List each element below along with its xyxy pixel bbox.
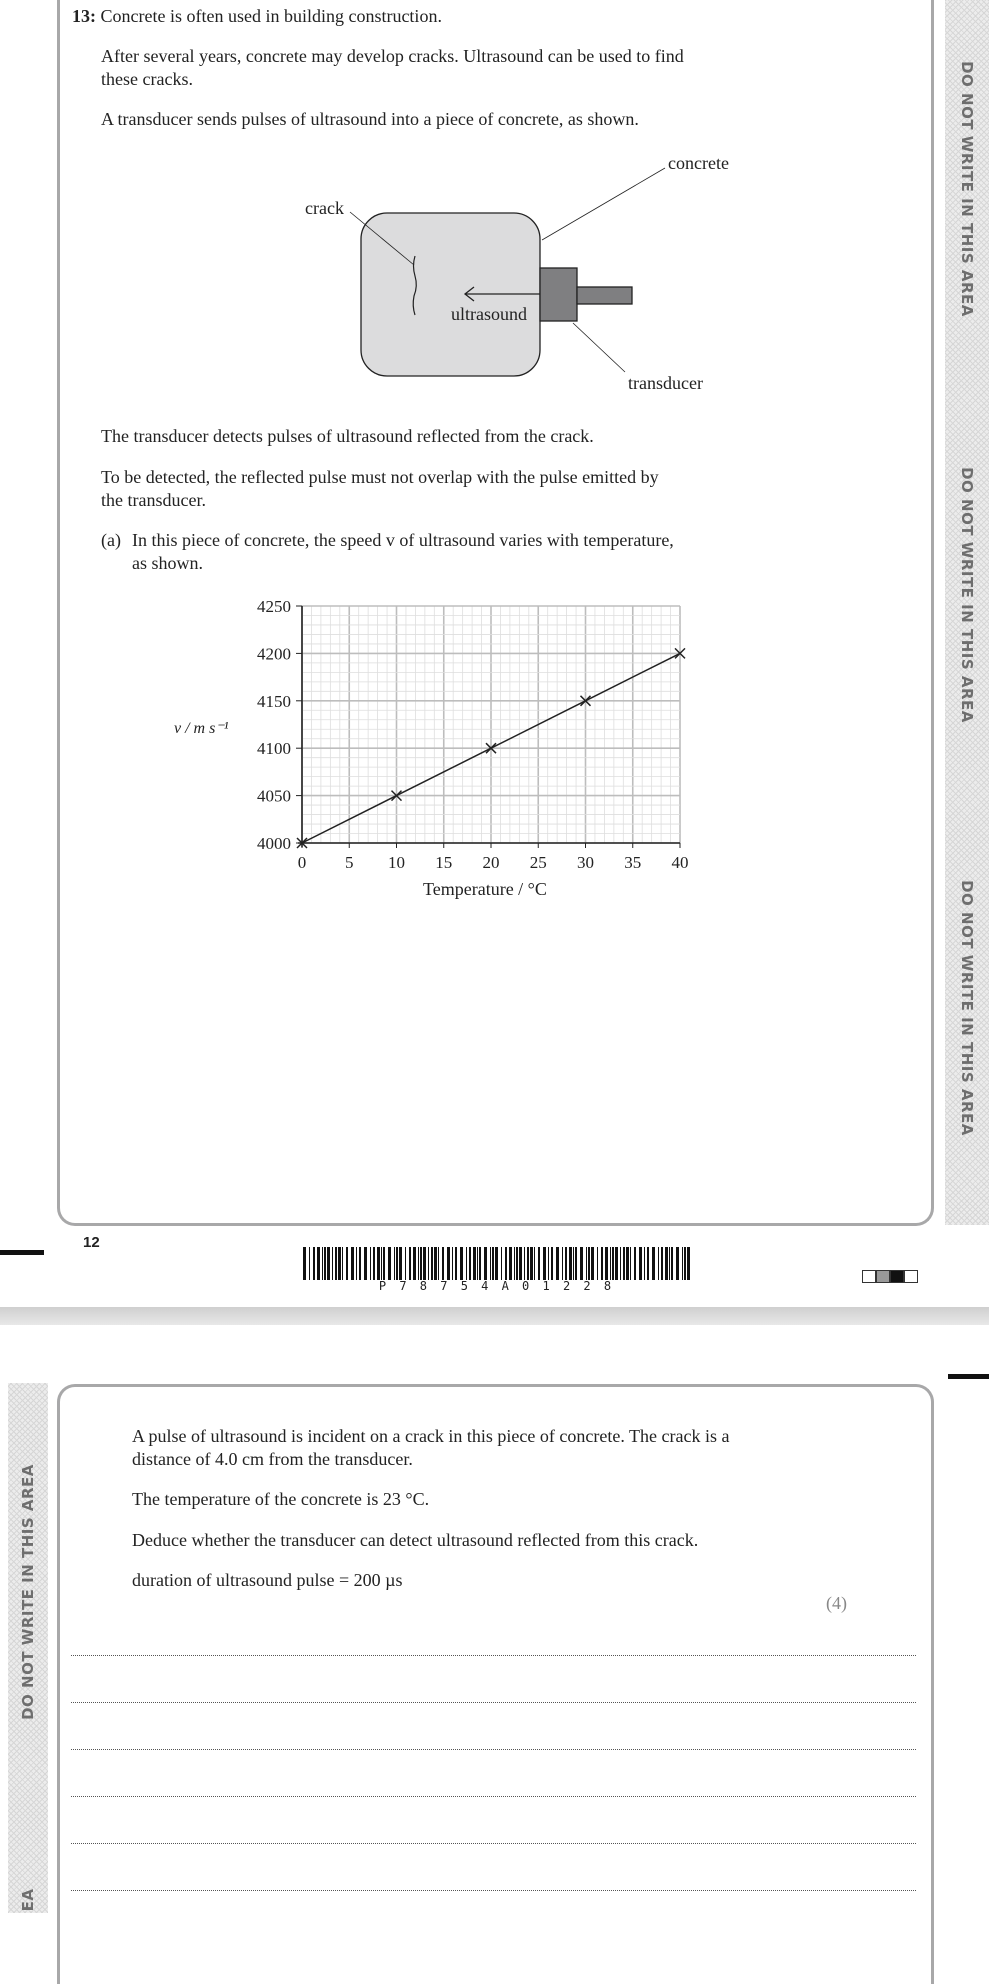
- y-tick-label: 4200: [257, 644, 291, 664]
- barcode-bar: [303, 1247, 306, 1280]
- barcode-bar: [418, 1247, 419, 1280]
- paragraph: After several years, concrete may develop cracks. Ultrasound can be used to find: [101, 46, 684, 66]
- barcode-bar: [586, 1247, 587, 1280]
- y-tick-label: 4050: [257, 786, 291, 806]
- barcode-bar: [684, 1247, 686, 1280]
- barcode-bar: [484, 1247, 487, 1280]
- barcode-bar: [479, 1247, 481, 1280]
- barcode-bar: [351, 1247, 354, 1280]
- barcode-bar: [665, 1247, 668, 1280]
- barcode-bar: [644, 1247, 645, 1280]
- x-tick-label: 15: [435, 853, 453, 872]
- x-tick-label: 5: [345, 853, 354, 872]
- concrete-leader: [542, 168, 665, 240]
- barcode-bar: [495, 1247, 498, 1280]
- barcode-bar: [562, 1247, 563, 1280]
- do-not-write-label: DO NOT WRITE IN THIS AREA: [958, 467, 976, 723]
- barcode-bar: [610, 1247, 611, 1280]
- barcode-bar: [346, 1247, 348, 1280]
- barcode-bar: [420, 1247, 422, 1280]
- barcode-bar: [620, 1247, 621, 1280]
- transducer-head: [540, 268, 577, 321]
- barcode-bar: [431, 1247, 433, 1280]
- barcode-bar: [317, 1247, 320, 1280]
- barcode-bar: [434, 1247, 437, 1280]
- barcode-bar: [580, 1247, 583, 1280]
- barcode-bar: [551, 1247, 553, 1280]
- barcode-bar: [322, 1247, 323, 1280]
- x-tick-label: 25: [529, 853, 547, 872]
- barcode-bar: [652, 1247, 655, 1280]
- barcode-text: P 7 8 7 5 4 A 0 1 2 2 8: [378, 1279, 615, 1293]
- barcode-bar: [626, 1247, 629, 1280]
- barcode-bar: [364, 1247, 367, 1280]
- barcode-bar: [452, 1247, 453, 1280]
- barcode-bar: [396, 1247, 398, 1280]
- barcode-bar: [658, 1247, 659, 1280]
- marks-label: (4): [826, 1593, 847, 1613]
- barcode-bar: [455, 1247, 457, 1280]
- barcode-bar: [399, 1247, 402, 1280]
- barcode-bar: [573, 1247, 574, 1280]
- barcode-bar: [591, 1247, 594, 1280]
- paragraph: Deduce whether the transducer can detect ultrasound reflected from this crack.: [132, 1530, 699, 1550]
- y-tick-label: 4150: [257, 691, 291, 711]
- paragraph: A transducer sends pulses of ultrasound into a piece of concrete, as shown.: [101, 109, 639, 129]
- paragraph: The temperature of the concrete is 23 °C.: [132, 1489, 430, 1509]
- margin-mark: [948, 1374, 989, 1379]
- barcode-bar: [492, 1247, 494, 1280]
- do-not-write-label-partial: EA: [19, 1888, 37, 1912]
- barcode-bar: [676, 1247, 679, 1280]
- barcode-bar: [605, 1247, 608, 1280]
- barcode-bar: [469, 1247, 471, 1280]
- y-tick-label: 4100: [257, 739, 291, 759]
- barcode-bar: [490, 1247, 491, 1280]
- barcode-bar: [466, 1247, 467, 1280]
- y-tick-label: 4250: [257, 597, 291, 616]
- x-tick-label: 20: [482, 853, 500, 872]
- part-a-text: as shown.: [132, 553, 203, 573]
- label-ultrasound: ultrasound: [451, 304, 527, 324]
- barcode-bar: [548, 1247, 549, 1280]
- barcode-bar: [442, 1247, 444, 1280]
- barcode-bar: [335, 1247, 337, 1280]
- barcode-bar: [423, 1247, 426, 1280]
- barcode-bar: [338, 1247, 341, 1280]
- label-transducer: transducer: [628, 373, 703, 393]
- speed-temperature-chart: [0, 560, 989, 920]
- concrete-diagram: [0, 0, 989, 420]
- answer-line[interactable]: [71, 1702, 916, 1703]
- paragraph: To be detected, the reflected pulse must not overlap with the pulse emitted by: [101, 467, 659, 487]
- barcode-bar: [527, 1247, 529, 1280]
- answer-line[interactable]: [71, 1796, 916, 1797]
- barcode-bar: [669, 1247, 670, 1280]
- x-tick-label: 35: [624, 853, 642, 872]
- barcode-bar: [612, 1247, 614, 1280]
- answer-line[interactable]: [71, 1655, 916, 1656]
- part-a-label: (a): [101, 530, 121, 550]
- part-a-text: In this piece of concrete, the speed v of ultrasound varies with temperature,: [132, 530, 674, 550]
- barcode-bar: [543, 1247, 546, 1280]
- barcode-bar: [505, 1247, 507, 1280]
- barcode-bar: [687, 1247, 690, 1280]
- question-number: 13:: [72, 6, 96, 26]
- barcode-bar: [428, 1247, 429, 1280]
- marker-square: [904, 1270, 918, 1283]
- marker-square: [876, 1270, 890, 1283]
- barcode-bar: [647, 1247, 649, 1280]
- barcode-bar: [597, 1247, 598, 1280]
- barcode-bar: [356, 1247, 357, 1280]
- label-crack: crack: [305, 198, 344, 218]
- label-concrete: concrete: [668, 153, 729, 173]
- barcode-bar: [530, 1247, 533, 1280]
- given-data: duration of ultrasound pulse = 200 µs: [132, 1570, 403, 1590]
- y-tick-label: 4000: [257, 834, 291, 853]
- barcode-bar: [327, 1247, 330, 1280]
- barcode-bar: [569, 1247, 572, 1280]
- marker-square: [862, 1270, 876, 1283]
- barcode-bar: [473, 1247, 476, 1280]
- barcode-bar: [623, 1247, 625, 1280]
- paragraph: A pulse of ultrasound is incident on a crack in this piece of concrete. The crack is a: [132, 1426, 730, 1446]
- page-separator: [0, 1307, 989, 1325]
- barcode-bar: [309, 1247, 310, 1280]
- answer-line[interactable]: [71, 1890, 916, 1891]
- barcode-bar: [524, 1247, 525, 1280]
- answer-line[interactable]: [71, 1843, 916, 1844]
- barcode-bar: [383, 1247, 385, 1280]
- do-not-write-label: DO NOT WRITE IN THIS AREA: [958, 880, 976, 1136]
- barcode-bar: [661, 1247, 663, 1280]
- barcode-bar: [370, 1247, 371, 1280]
- page-marker-squares: [862, 1270, 918, 1283]
- paragraph: The transducer detects pulses of ultrasound reflected from the crack.: [101, 426, 594, 446]
- x-tick-label: 0: [297, 853, 307, 872]
- barcode-bar: [556, 1247, 559, 1280]
- barcode-bar: [575, 1247, 577, 1280]
- barcode-bar: [313, 1247, 315, 1280]
- paragraph: distance of 4.0 cm from the transducer.: [132, 1449, 413, 1469]
- barcode-bar: [639, 1247, 642, 1280]
- barcode-bar: [615, 1247, 618, 1280]
- barcode-bar: [460, 1247, 463, 1280]
- barcode-bar: [342, 1247, 343, 1280]
- barcode-bar: [377, 1247, 380, 1280]
- barcode-bar: [447, 1247, 450, 1280]
- barcode-bar: [413, 1247, 416, 1280]
- transducer-rod: [577, 287, 632, 304]
- barcode-bar: [332, 1247, 333, 1280]
- barcode-bar: [405, 1247, 406, 1280]
- answer-line[interactable]: [71, 1749, 916, 1750]
- barcode-bar: [516, 1247, 518, 1280]
- barcode-bar: [438, 1247, 439, 1280]
- barcode-bar: [324, 1247, 326, 1280]
- barcode-bar: [601, 1247, 603, 1280]
- paragraph: the transducer.: [101, 490, 206, 510]
- marker-square: [890, 1270, 904, 1283]
- barcode-bar: [501, 1247, 502, 1280]
- barcode: [303, 1247, 690, 1280]
- barcode-bar: [682, 1247, 683, 1280]
- barcode-bar: [381, 1247, 382, 1280]
- barcode-bar: [588, 1247, 590, 1280]
- paragraph: these cracks.: [101, 69, 193, 89]
- chart-y-label: v / m s⁻¹: [174, 720, 229, 737]
- margin-mark: [0, 1250, 44, 1255]
- x-tick-label: 30: [577, 853, 594, 872]
- x-tick-label: 10: [388, 853, 405, 872]
- barcode-bar: [359, 1247, 361, 1280]
- barcode-bar: [630, 1247, 631, 1280]
- barcode-bar: [509, 1247, 512, 1280]
- barcode-bar: [373, 1247, 375, 1280]
- barcode-bar: [409, 1247, 411, 1280]
- barcode-bar: [534, 1247, 535, 1280]
- answer-frame: [57, 1384, 934, 1984]
- transducer-leader: [573, 323, 625, 372]
- barcode-bar: [477, 1247, 478, 1280]
- barcode-bar: [394, 1247, 395, 1280]
- do-not-write-label: DO NOT WRITE IN THIS AREA: [19, 1464, 37, 1720]
- page-number: 12: [83, 1234, 100, 1251]
- barcode-bar: [514, 1247, 515, 1280]
- barcode-bar: [519, 1247, 522, 1280]
- barcode-bar: [388, 1247, 391, 1280]
- barcode-bar: [671, 1247, 673, 1280]
- do-not-write-label: DO NOT WRITE IN THIS AREA: [958, 61, 976, 317]
- x-tick-label: 40: [671, 853, 689, 872]
- chart-x-label: Temperature / °C: [423, 879, 547, 899]
- barcode-bar: [634, 1247, 636, 1280]
- question-intro: Concrete is often used in building construction.: [100, 6, 442, 26]
- barcode-bar: [565, 1247, 567, 1280]
- barcode-bar: [538, 1247, 540, 1280]
